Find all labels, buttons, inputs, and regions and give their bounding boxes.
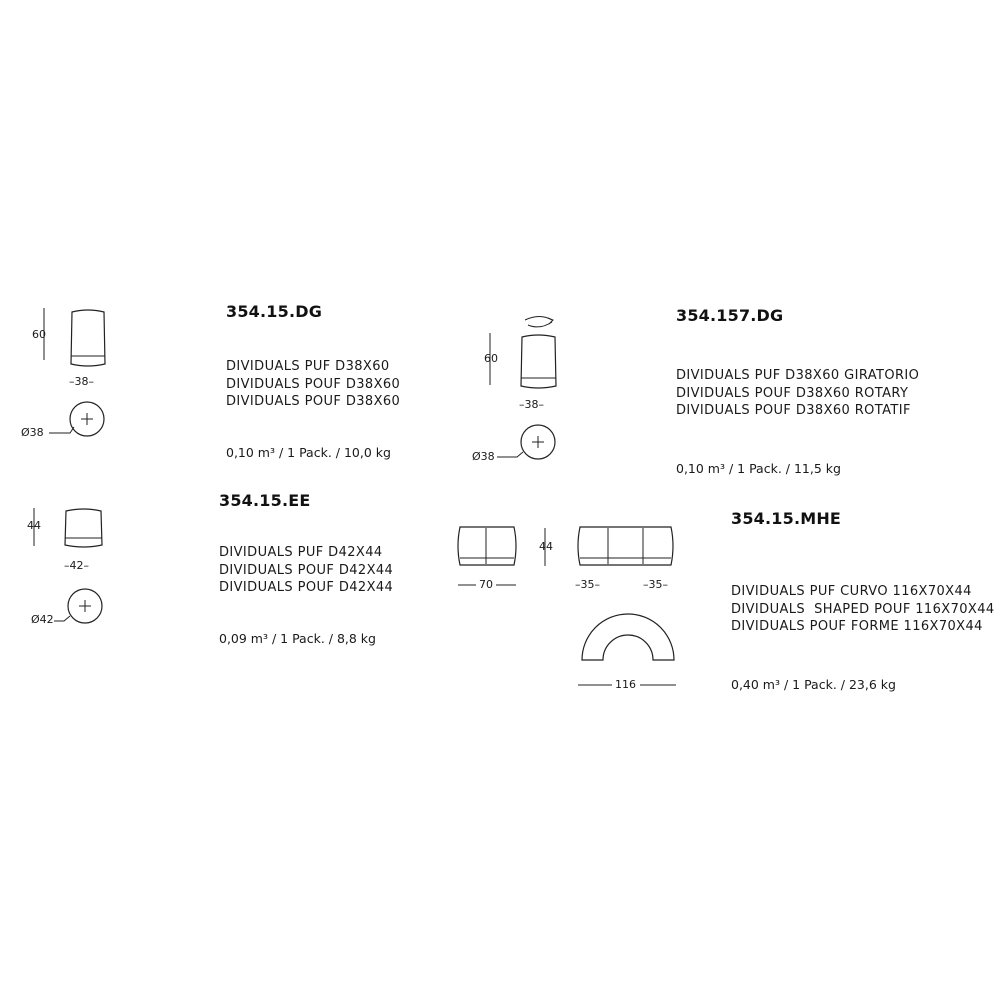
description-line-es: DIVIDUALS PUF D38X60 GIRATORIO	[676, 368, 920, 383]
segment-b-value: 35	[648, 578, 663, 591]
height-dimension: 60	[484, 352, 498, 365]
side-width-dimension: 70	[479, 578, 493, 591]
product-description	[676, 367, 919, 420]
width-value: 38	[74, 375, 89, 388]
product-description	[226, 358, 400, 411]
description-line-en: DIVIDUALS SHAPED POUF 116X70X44	[731, 601, 995, 617]
description-line-en: DIVIDUALS POUF D42X44	[219, 562, 394, 578]
packing-info: 0,10 m³ / 1 Pack. / 11,5 kg	[676, 461, 841, 476]
description-line-es: DIVIDUALS PUF CURVO 116X70X44	[731, 584, 972, 599]
description-line-fr: DIVIDUALS POUF D38X60 ROTATIF	[676, 403, 911, 418]
product-code: 354.15.EE	[219, 491, 311, 510]
height-dimension: 60	[32, 328, 46, 341]
overall-width-dimension: 116	[615, 678, 636, 691]
width-dimension: –42–	[64, 559, 89, 572]
segment-a-value: 35	[580, 578, 595, 591]
product-description	[731, 583, 995, 636]
width-value: 42	[69, 559, 84, 572]
segment-b-dimension: –35–	[643, 578, 668, 591]
packing-info: 0,09 m³ / 1 Pack. / 8,8 kg	[219, 631, 376, 646]
dimension-lines	[458, 585, 676, 685]
width-dimension: –38–	[519, 398, 544, 411]
product-code: 354.15.DG	[226, 302, 323, 321]
product-code: 354.157.DG	[676, 306, 784, 325]
segment-a-dimension: –35–	[575, 578, 600, 591]
description-line-fr: DIVIDUALS POUF D38X60	[226, 394, 401, 409]
description-line-es: DIVIDUALS PUF D38X60	[226, 359, 390, 374]
width-value: 38	[524, 398, 539, 411]
curved-pouf-drawing	[458, 527, 674, 660]
description-line-en: DIVIDUALS POUF D38X60	[226, 376, 401, 392]
packing-info: 0,10 m³ / 1 Pack. / 10,0 kg	[226, 445, 391, 460]
pouf-d38x60-drawing	[44, 308, 105, 436]
description-line-fr: DIVIDUALS POUF FORME 116X70X44	[731, 619, 983, 634]
diameter-dimension: Ø38	[21, 426, 44, 439]
product-description	[219, 544, 393, 597]
height-dimension: 44	[27, 519, 41, 532]
diameter-dimension: Ø38	[472, 450, 495, 463]
packing-info: 0,40 m³ / 1 Pack. / 23,6 kg	[731, 677, 896, 692]
description-line-en: DIVIDUALS POUF D38X60 ROTARY	[676, 385, 909, 401]
description-line-es: DIVIDUALS PUF D42X44	[219, 545, 383, 560]
diameter-dimension: Ø42	[31, 613, 54, 626]
description-line-fr: DIVIDUALS POUF D42X44	[219, 580, 394, 595]
rotary-pouf-drawing	[490, 317, 556, 460]
product-code: 354.15.MHE	[731, 509, 842, 528]
width-dimension: –38–	[69, 375, 94, 388]
height-dimension: 44	[539, 540, 553, 553]
